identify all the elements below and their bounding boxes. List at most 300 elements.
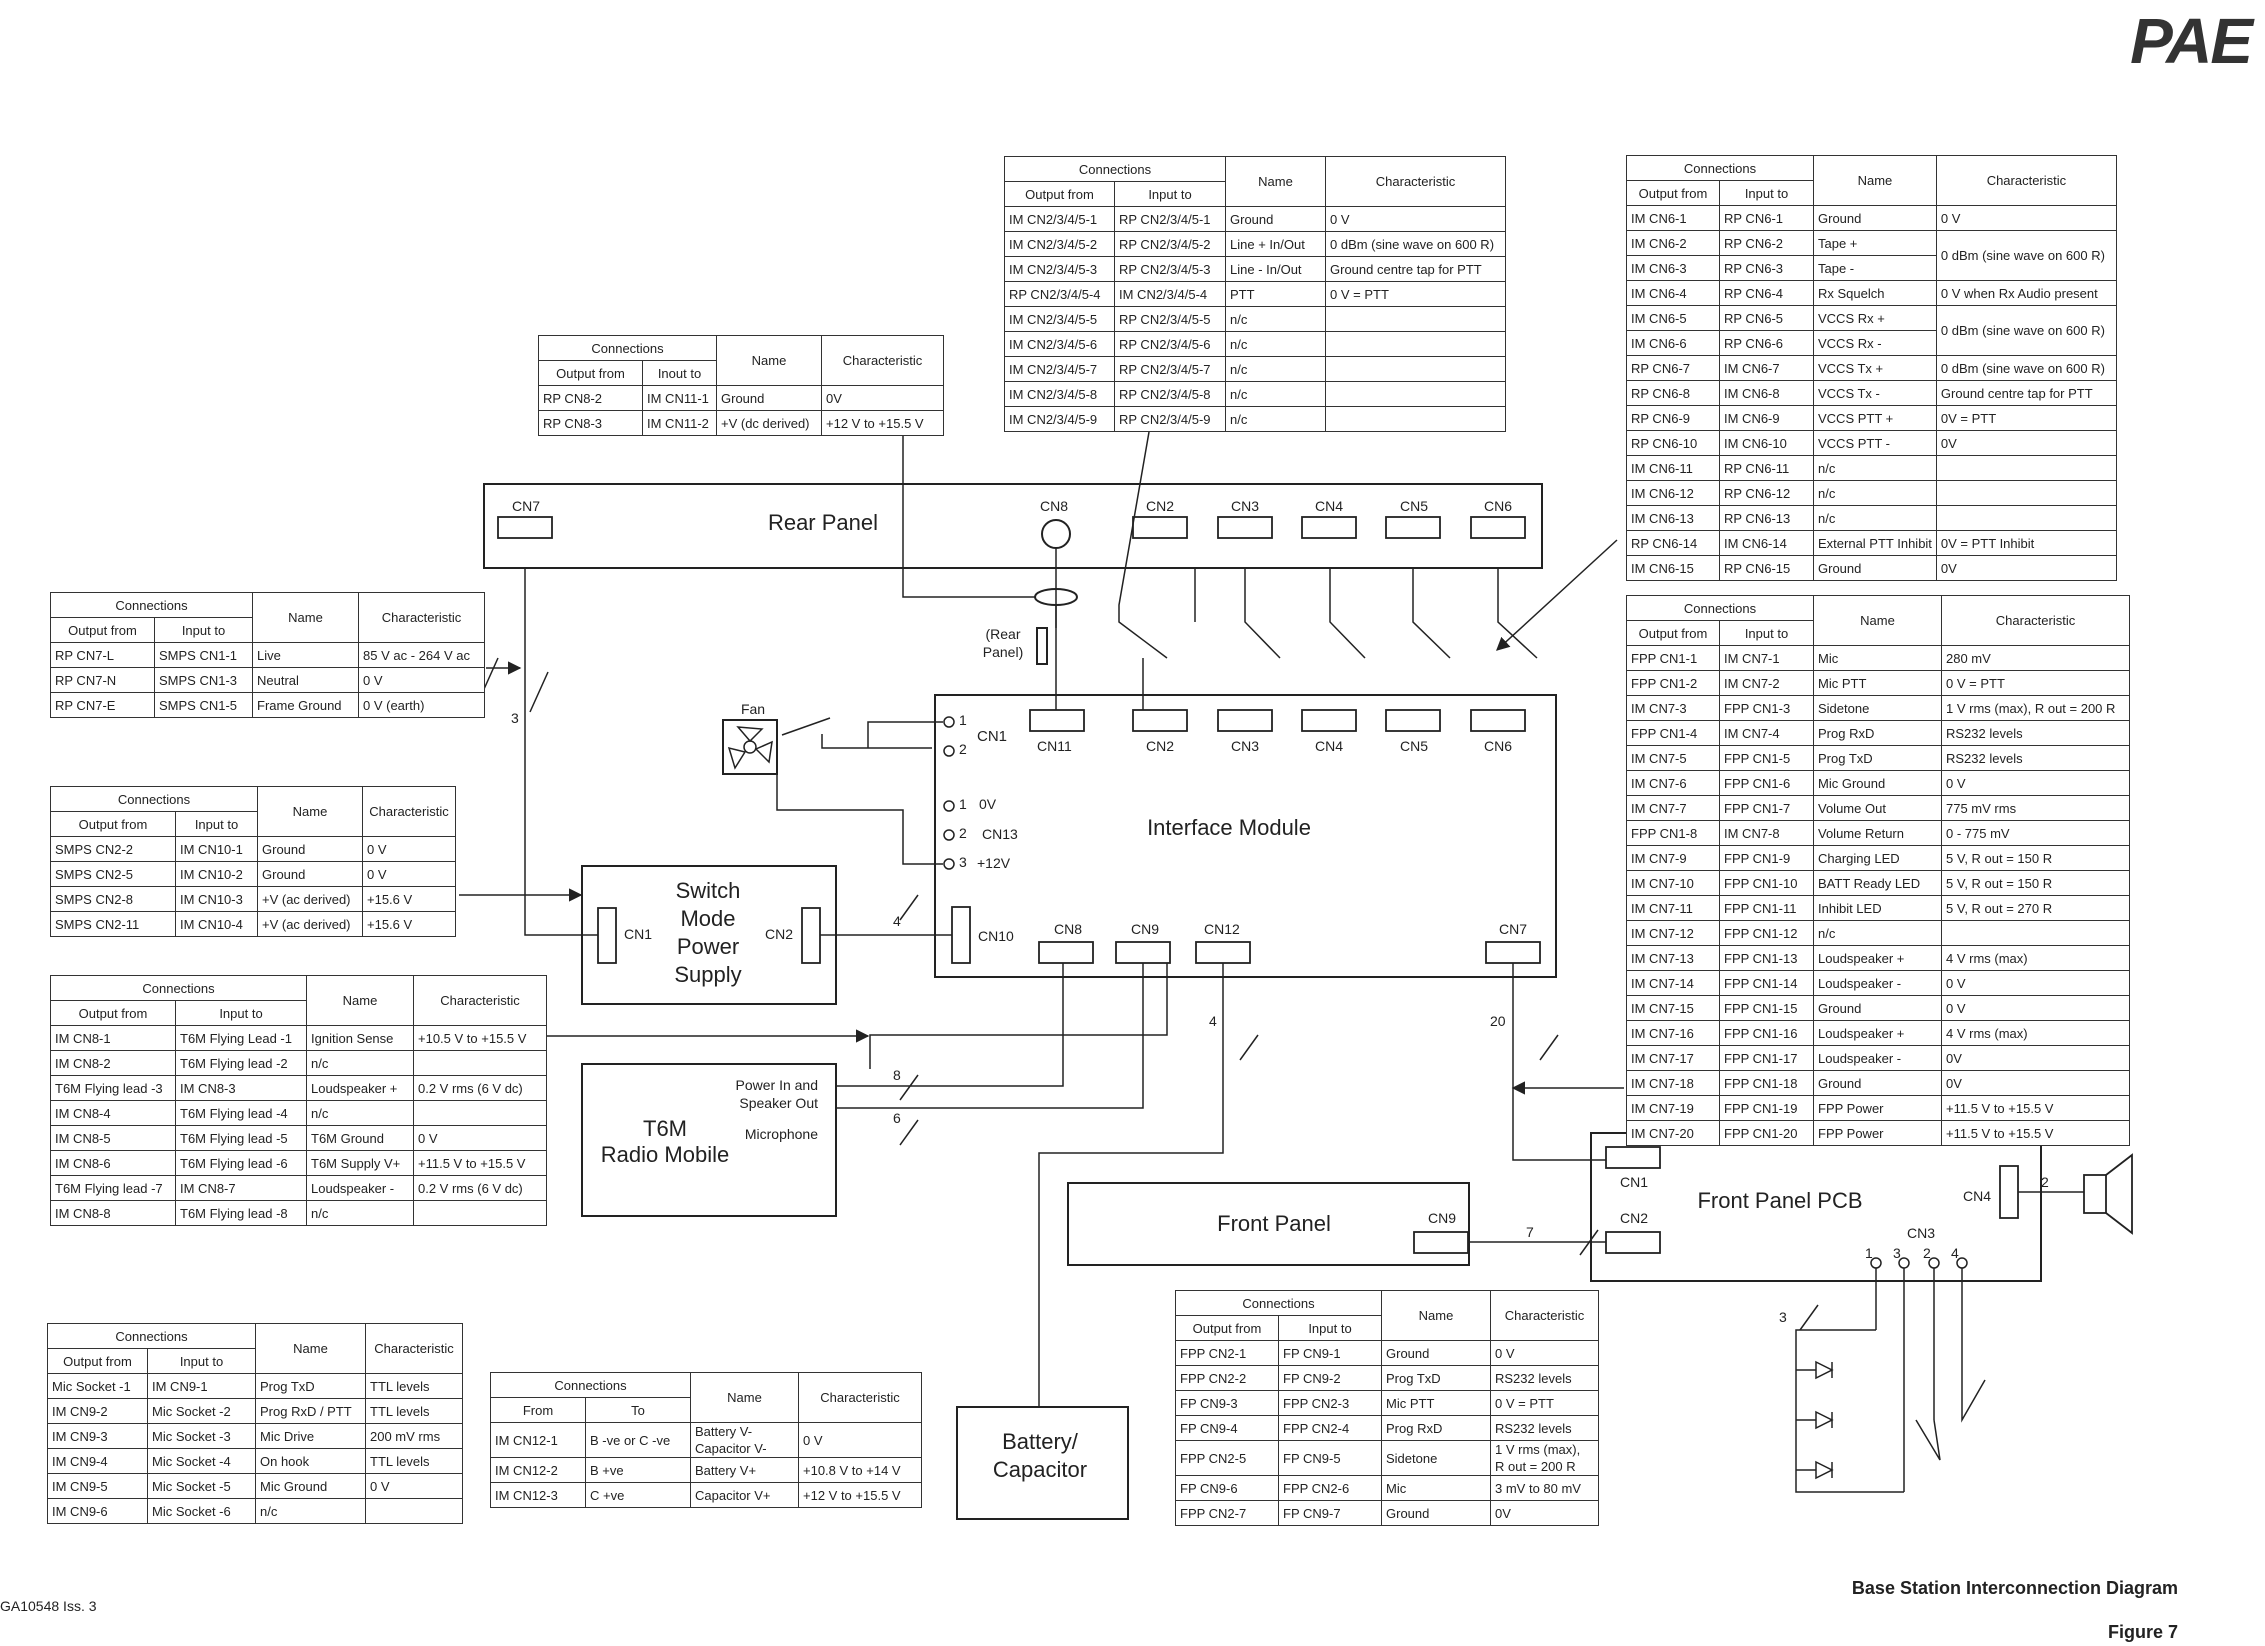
header-connections: Connections — [491, 1373, 691, 1398]
cell-characteristic: +11.5 V to +15.5 V — [1942, 1096, 2130, 1121]
cell-characteristic — [1326, 357, 1506, 382]
cell-name: Battery V+ — [691, 1458, 799, 1483]
table-row — [48, 1449, 463, 1474]
cell-to: FPP CN1-14 — [1720, 971, 1814, 996]
cell-name: n/c — [1226, 357, 1326, 382]
microphone-label: Microphone — [744, 1126, 818, 1142]
smps-cn2-label: CN2 — [765, 926, 794, 942]
cell-name: Sidetone — [1814, 696, 1942, 721]
cell-from: IM CN9-4 — [48, 1449, 148, 1474]
fp-cn9-label: CN9 — [1428, 1210, 1457, 1226]
cell-name: Ground — [258, 837, 363, 862]
cell-characteristic: 0 V — [414, 1126, 547, 1151]
cell-characteristic: 0 V — [1942, 771, 2130, 796]
cell-name: n/c — [1226, 382, 1326, 407]
table-front-panel — [1175, 1290, 1599, 1526]
cell-characteristic: TTL levels — [366, 1374, 463, 1399]
cell-characteristic: 0 V — [359, 668, 485, 693]
fpp-cn1-label: CN1 — [1620, 1174, 1649, 1190]
cell-name: Volume Return — [1814, 821, 1942, 846]
cell-characteristic: 0 dBm (sine wave on 600 R) — [1936, 306, 2116, 356]
rear-panel-note: (Rear Panel) — [982, 626, 1024, 660]
cell-characteristic: 0V = PTT — [1936, 406, 2116, 431]
im-cn13-pin1-label: 1 — [959, 796, 967, 812]
table-row — [48, 1499, 463, 1524]
cell-to: RP CN2/3/4/5-3 — [1115, 257, 1226, 282]
cell-from: RP CN6-9 — [1627, 406, 1720, 431]
fpp-cn2-label: CN2 — [1620, 1210, 1649, 1226]
table-row — [1005, 207, 1506, 232]
cell-from: T6M Flying lead -3 — [51, 1076, 176, 1101]
cell-from: IM CN6-15 — [1627, 556, 1720, 581]
header-output-from: Output from — [1176, 1316, 1279, 1341]
cell-name: Loudspeaker - — [1814, 1046, 1942, 1071]
table-im-rp-cn2-6 — [1004, 156, 1506, 432]
cell-characteristic: 5 V, R out = 150 R — [1942, 871, 2130, 896]
fpp-pin-label: 3 — [1893, 1245, 1901, 1261]
cell-from: IM CN9-5 — [48, 1474, 148, 1499]
table-row — [51, 668, 485, 693]
cell-name: Loudspeaker + — [1814, 946, 1942, 971]
cell-to: FPP CN1-12 — [1720, 921, 1814, 946]
cell-characteristic: 0 V = PTT — [1326, 282, 1506, 307]
cell-characteristic: 0V = PTT Inhibit — [1936, 531, 2116, 556]
cell-name: Mic Ground — [1814, 771, 1942, 796]
im-12v-label: +12V — [977, 855, 1011, 871]
cell-name: n/c — [1226, 407, 1326, 432]
header-input-to: Input to — [148, 1349, 256, 1374]
table-row — [1627, 1121, 2130, 1146]
cell-name: Ignition Sense — [307, 1026, 414, 1051]
cell-name: Volume Out — [1814, 796, 1942, 821]
cell-characteristic: 5 V, R out = 270 R — [1942, 896, 2130, 921]
cell-to: IM CN8-7 — [176, 1176, 307, 1201]
cell-to: IM CN6-10 — [1720, 431, 1814, 456]
cell-to: RP CN6-5 — [1720, 306, 1814, 331]
cell-characteristic: +11.5 V to +15.5 V — [1942, 1121, 2130, 1146]
cell-from: IM CN8-2 — [51, 1051, 176, 1076]
table-row — [51, 693, 485, 718]
header-output-from: Output from — [1627, 621, 1720, 646]
cell-to: T6M Flying lead -4 — [176, 1101, 307, 1126]
header-characteristic: Characteristic — [1936, 156, 2116, 206]
cell-from: IM CN2/3/4/5-1 — [1005, 207, 1115, 232]
table-row — [1627, 231, 2117, 256]
table-row — [539, 411, 944, 436]
cell-to: RP CN2/3/4/5-5 — [1115, 307, 1226, 332]
cell-characteristic — [414, 1201, 547, 1226]
header-name: Name — [253, 593, 359, 643]
cell-to: FPP CN1-9 — [1720, 846, 1814, 871]
cell-name: n/c — [307, 1101, 414, 1126]
cell-to: SMPS CN1-5 — [155, 693, 253, 718]
header-output-from: Output from — [51, 618, 155, 643]
cell-characteristic: 0V — [1936, 431, 2116, 456]
cell-to: RP CN2/3/4/5-8 — [1115, 382, 1226, 407]
table-row — [491, 1483, 922, 1508]
rear-panel-cn8-socket — [1042, 520, 1070, 548]
fpp-cn3-label: CN3 — [1907, 1225, 1936, 1241]
header-name: Name — [1814, 596, 1942, 646]
t6m-label: T6M Radio Mobile — [600, 1116, 730, 1167]
table-row — [51, 1051, 547, 1076]
table-mic — [47, 1323, 463, 1524]
cell-name: Battery V- Capacitor V- — [691, 1423, 799, 1458]
cell-characteristic: 0 V when Rx Audio present — [1936, 281, 2116, 306]
table-row — [1627, 746, 2130, 771]
table-row — [51, 1151, 547, 1176]
table-row — [1005, 282, 1506, 307]
header-name: Name — [256, 1324, 366, 1374]
cell-from: FPP CN2-2 — [1176, 1366, 1279, 1391]
rp-cn3-label: CN3 — [1231, 498, 1260, 514]
cell-from: IM CN2/3/4/5-9 — [1005, 407, 1115, 432]
cell-to: RP CN6-2 — [1720, 231, 1814, 256]
cell-to: IM CN8-3 — [176, 1076, 307, 1101]
cell-characteristic: 0 V — [1942, 971, 2130, 996]
cell-from: IM CN2/3/4/5-3 — [1005, 257, 1115, 282]
cell-characteristic: 4 V rms (max) — [1942, 1021, 2130, 1046]
power-in-label: Power In and Speaker Out — [735, 1077, 818, 1111]
cell-to: RP CN2/3/4/5-6 — [1115, 332, 1226, 357]
im-cn1-label: CN1 — [977, 728, 1008, 745]
header-characteristic: Characteristic — [822, 336, 944, 386]
cell-name: Ground — [1382, 1341, 1491, 1366]
header-output-from: Output from — [51, 812, 176, 837]
table-row — [51, 1101, 547, 1126]
table-row — [1005, 332, 1506, 357]
cell-from: IM CN8-4 — [51, 1101, 176, 1126]
cell-name: FPP Power — [1814, 1096, 1942, 1121]
cell-name: Prog TxD — [1382, 1366, 1491, 1391]
cell-to: FP CN9-2 — [1279, 1366, 1382, 1391]
header-connections: Connections — [51, 593, 253, 618]
fpp-pin-label: 4 — [1951, 1245, 1959, 1261]
cell-to: FPP CN1-15 — [1720, 996, 1814, 1021]
table-row — [1627, 506, 2117, 531]
header-name: Name — [1814, 156, 1937, 206]
diagram-title: Base Station Interconnection Diagram — [1851, 1578, 2178, 1598]
table-row — [1627, 971, 2130, 996]
cell-from: RP CN2/3/4/5-4 — [1005, 282, 1115, 307]
cell-from: IM CN8-1 — [51, 1026, 176, 1051]
header-characteristic: Characteristic — [363, 787, 456, 837]
table-cn6 — [1626, 155, 2117, 581]
cell-characteristic — [1942, 921, 2130, 946]
cell-characteristic: Ground centre tap for PTT — [1936, 381, 2116, 406]
cell-name: Live — [253, 643, 359, 668]
cell-to: T6M Flying lead -5 — [176, 1126, 307, 1151]
cell-characteristic: +11.5 V to +15.5 V — [414, 1151, 547, 1176]
table-row — [48, 1424, 463, 1449]
cell-to: IM CN6-14 — [1720, 531, 1814, 556]
table-row — [1176, 1366, 1599, 1391]
im-cn2-label: CN2 — [1146, 738, 1175, 754]
cell-to: Mic Socket -5 — [148, 1474, 256, 1499]
table-row — [1627, 871, 2130, 896]
cell-characteristic: 1 V rms (max), R out = 200 R — [1942, 696, 2130, 721]
cell-to: FPP CN1-13 — [1720, 946, 1814, 971]
header-name: Name — [1226, 157, 1326, 207]
cell-to: IM CN9-1 — [148, 1374, 256, 1399]
table-row — [1176, 1501, 1599, 1526]
cell-to: FPP CN1-16 — [1720, 1021, 1814, 1046]
wire-count: 8 — [893, 1067, 901, 1083]
header-input-to: Input to — [1279, 1316, 1382, 1341]
rp-cn8-label: CN8 — [1040, 498, 1069, 514]
cell-from: IM CN8-8 — [51, 1201, 176, 1226]
cell-to: IM CN6-8 — [1720, 381, 1814, 406]
header-input-to: Input to — [176, 812, 258, 837]
header-output-from: From — [491, 1398, 586, 1423]
cell-characteristic: RS232 levels — [1491, 1416, 1599, 1441]
cell-from: IM CN7-11 — [1627, 896, 1720, 921]
cell-to: SMPS CN1-3 — [155, 668, 253, 693]
cell-from: IM CN6-4 — [1627, 281, 1720, 306]
table-row — [1627, 1046, 2130, 1071]
cell-to: IM CN10-4 — [176, 912, 258, 937]
header-input-to: Input to — [176, 1001, 307, 1026]
cell-characteristic: +10.8 V to +14 V — [799, 1458, 922, 1483]
cell-from: IM CN6-11 — [1627, 456, 1720, 481]
cell-to: FP CN9-7 — [1279, 1501, 1382, 1526]
cell-name: VCCS PTT + — [1814, 406, 1937, 431]
cell-to: FPP CN1-18 — [1720, 1071, 1814, 1096]
table-row — [1176, 1391, 1599, 1416]
header-output-from: Output from — [1627, 181, 1720, 206]
cell-to: FPP CN1-3 — [1720, 696, 1814, 721]
table-row — [1005, 407, 1506, 432]
cell-name: VCCS PTT - — [1814, 431, 1937, 456]
cell-to: FP CN9-1 — [1279, 1341, 1382, 1366]
cell-to: Mic Socket -3 — [148, 1424, 256, 1449]
cell-name: Line + In/Out — [1226, 232, 1326, 257]
cell-to: RP CN2/3/4/5-2 — [1115, 232, 1226, 257]
cell-name: Mic PTT — [1382, 1391, 1491, 1416]
cell-from: IM CN2/3/4/5-8 — [1005, 382, 1115, 407]
cell-name: T6M Supply V+ — [307, 1151, 414, 1176]
cell-name: VCCS Rx - — [1814, 331, 1937, 356]
table-row — [1627, 946, 2130, 971]
table-row — [1627, 771, 2130, 796]
table-battery — [490, 1372, 922, 1508]
cell-from: IM CN7-9 — [1627, 846, 1720, 871]
cell-to: FPP CN1-19 — [1720, 1096, 1814, 1121]
cell-to: RP CN6-4 — [1720, 281, 1814, 306]
cell-to: T6M Flying lead -8 — [176, 1201, 307, 1226]
cell-from: IM CN7-14 — [1627, 971, 1720, 996]
cell-name: Mic PTT — [1814, 671, 1942, 696]
header-input-to: Input to — [1115, 182, 1226, 207]
rp-cn5-label: CN5 — [1400, 498, 1429, 514]
cell-from: RP CN7-N — [51, 668, 155, 693]
cell-from: RP CN6-14 — [1627, 531, 1720, 556]
cell-from: SMPS CN2-8 — [51, 887, 176, 912]
table-row — [51, 643, 485, 668]
cell-name: n/c — [1814, 456, 1937, 481]
cell-to: RP CN6-12 — [1720, 481, 1814, 506]
cell-from: RP CN6-7 — [1627, 356, 1720, 381]
interface-module-label: Interface Module — [1147, 815, 1311, 840]
rp-cn2-label: CN2 — [1146, 498, 1175, 514]
cell-name: Ground — [258, 862, 363, 887]
cell-characteristic — [1326, 407, 1506, 432]
im-cn3-label: CN3 — [1231, 738, 1260, 754]
cell-characteristic: 0.2 V rms (6 V dc) — [414, 1176, 547, 1201]
cell-from: SMPS CN2-2 — [51, 837, 176, 862]
cell-from: Mic Socket -1 — [48, 1374, 148, 1399]
cell-to: FP CN9-5 — [1279, 1441, 1382, 1476]
cell-from: IM CN7-6 — [1627, 771, 1720, 796]
im-cn11-label: CN11 — [1037, 738, 1072, 754]
cell-to: T6M Flying lead -6 — [176, 1151, 307, 1176]
cell-to: RP CN6-11 — [1720, 456, 1814, 481]
header-input-to: Input to — [155, 618, 253, 643]
cell-characteristic — [1936, 456, 2116, 481]
cell-from: IM CN9-6 — [48, 1499, 148, 1524]
header-connections: Connections — [1176, 1291, 1382, 1316]
table-row — [48, 1399, 463, 1424]
cell-to: SMPS CN1-1 — [155, 643, 253, 668]
table-row — [51, 1076, 547, 1101]
cell-from: RP CN6-10 — [1627, 431, 1720, 456]
cell-characteristic: TTL levels — [366, 1449, 463, 1474]
cell-characteristic: 200 mV rms — [366, 1424, 463, 1449]
cell-characteristic — [366, 1499, 463, 1524]
im-cn12-label: CN12 — [1204, 921, 1240, 937]
header-connections: Connections — [51, 976, 307, 1001]
cell-name: n/c — [307, 1051, 414, 1076]
cell-to: FPP CN2-4 — [1279, 1416, 1382, 1441]
header-input-to: To — [586, 1398, 691, 1423]
cell-name: Ground — [1814, 996, 1942, 1021]
cell-name: n/c — [1226, 332, 1326, 357]
cell-characteristic: 0 V — [363, 837, 456, 862]
cell-characteristic — [414, 1101, 547, 1126]
header-connections: Connections — [539, 336, 717, 361]
cell-name: Prog RxD — [1382, 1416, 1491, 1441]
cell-characteristic: 0 V — [1491, 1341, 1599, 1366]
wire-count: 4 — [893, 913, 901, 929]
cell-from: IM CN6-2 — [1627, 231, 1720, 256]
cell-to: RP CN6-6 — [1720, 331, 1814, 356]
table-row — [51, 837, 456, 862]
wire-count: 7 — [1526, 1224, 1534, 1240]
cell-from: IM CN12-2 — [491, 1458, 586, 1483]
cell-from: IM CN7-18 — [1627, 1071, 1720, 1096]
cell-name: FPP Power — [1814, 1121, 1942, 1146]
header-characteristic: Characteristic — [414, 976, 547, 1026]
cell-from: IM CN2/3/4/5-5 — [1005, 307, 1115, 332]
cell-characteristic: +15.6 V — [363, 887, 456, 912]
cell-to: FPP CN1-6 — [1720, 771, 1814, 796]
cell-name: +V (ac derived) — [258, 887, 363, 912]
cell-to: IM CN6-7 — [1720, 356, 1814, 381]
header-characteristic: Characteristic — [359, 593, 485, 643]
table-row — [1627, 646, 2130, 671]
cell-from: IM CN7-3 — [1627, 696, 1720, 721]
table-row — [51, 1201, 547, 1226]
cell-name: Ground — [1226, 207, 1326, 232]
cell-to: RP CN2/3/4/5-9 — [1115, 407, 1226, 432]
table-row — [1005, 307, 1506, 332]
header-name: Name — [691, 1373, 799, 1423]
cell-characteristic: 280 mV — [1942, 646, 2130, 671]
cell-characteristic: RS232 levels — [1491, 1366, 1599, 1391]
cell-name: Ground — [1814, 206, 1937, 231]
cell-name: VCCS Rx + — [1814, 306, 1937, 331]
cell-from: RP CN7-L — [51, 643, 155, 668]
cell-from: IM CN6-13 — [1627, 506, 1720, 531]
table-row — [539, 386, 944, 411]
table-row — [1176, 1476, 1599, 1501]
im-cn5-label: CN5 — [1400, 738, 1429, 754]
cell-to: C +ve — [586, 1483, 691, 1508]
cell-name: Frame Ground — [253, 693, 359, 718]
header-characteristic: Characteristic — [799, 1373, 922, 1423]
table-row — [1627, 531, 2117, 556]
cell-characteristic — [1326, 332, 1506, 357]
im-cn8-label: CN8 — [1054, 921, 1083, 937]
cell-to: IM CN7-4 — [1720, 721, 1814, 746]
cell-characteristic: 0 V — [1326, 207, 1506, 232]
fan-label: Fan — [740, 701, 766, 717]
cell-name: Mic Ground — [256, 1474, 366, 1499]
cell-from: FP CN9-4 — [1176, 1416, 1279, 1441]
table-row — [1627, 206, 2117, 231]
cell-name: PTT — [1226, 282, 1326, 307]
cell-characteristic: 0 V — [1936, 206, 2116, 231]
document-reference: GA10548 Iss. 3 — [0, 1598, 97, 1614]
im-cn4-label: CN4 — [1315, 738, 1344, 754]
table-row — [1176, 1441, 1599, 1476]
cell-characteristic: 4 V rms (max) — [1942, 946, 2130, 971]
cell-characteristic: 0 V — [363, 862, 456, 887]
cell-from: FP CN9-3 — [1176, 1391, 1279, 1416]
cell-name: n/c — [1814, 481, 1937, 506]
wire-count: 2 — [2041, 1174, 2049, 1190]
table-smps-cn2 — [50, 786, 456, 937]
wire-count: 3 — [1779, 1309, 1787, 1325]
cell-to: IM CN10-1 — [176, 837, 258, 862]
cell-to: RP CN2/3/4/5-7 — [1115, 357, 1226, 382]
table-row — [1627, 796, 2130, 821]
table-row — [1627, 431, 2117, 456]
table-row — [1005, 382, 1506, 407]
cell-characteristic: 0 V — [1942, 996, 2130, 1021]
cell-characteristic — [1326, 307, 1506, 332]
cell-name: Loudspeaker + — [307, 1076, 414, 1101]
wire-count: 4 — [1209, 1013, 1217, 1029]
cell-from: FP CN9-6 — [1176, 1476, 1279, 1501]
cell-characteristic: Ground centre tap for PTT — [1326, 257, 1506, 282]
cell-from: IM CN7-20 — [1627, 1121, 1720, 1146]
front-panel-label: Front Panel — [1217, 1211, 1331, 1236]
table-row — [1005, 232, 1506, 257]
table-row — [51, 1126, 547, 1151]
header-output-from: Output from — [48, 1349, 148, 1374]
cell-name: Rx Squelch — [1814, 281, 1937, 306]
cell-name: n/c — [307, 1201, 414, 1226]
table-row — [1005, 357, 1506, 382]
cell-name: Neutral — [253, 668, 359, 693]
cell-to: IM CN10-3 — [176, 887, 258, 912]
cell-characteristic — [1326, 382, 1506, 407]
fpp-pin-label: 2 — [1923, 1245, 1931, 1261]
cell-name: Line - In/Out — [1226, 257, 1326, 282]
im-cn9-label: CN9 — [1131, 921, 1160, 937]
cell-from: T6M Flying lead -7 — [51, 1176, 176, 1201]
